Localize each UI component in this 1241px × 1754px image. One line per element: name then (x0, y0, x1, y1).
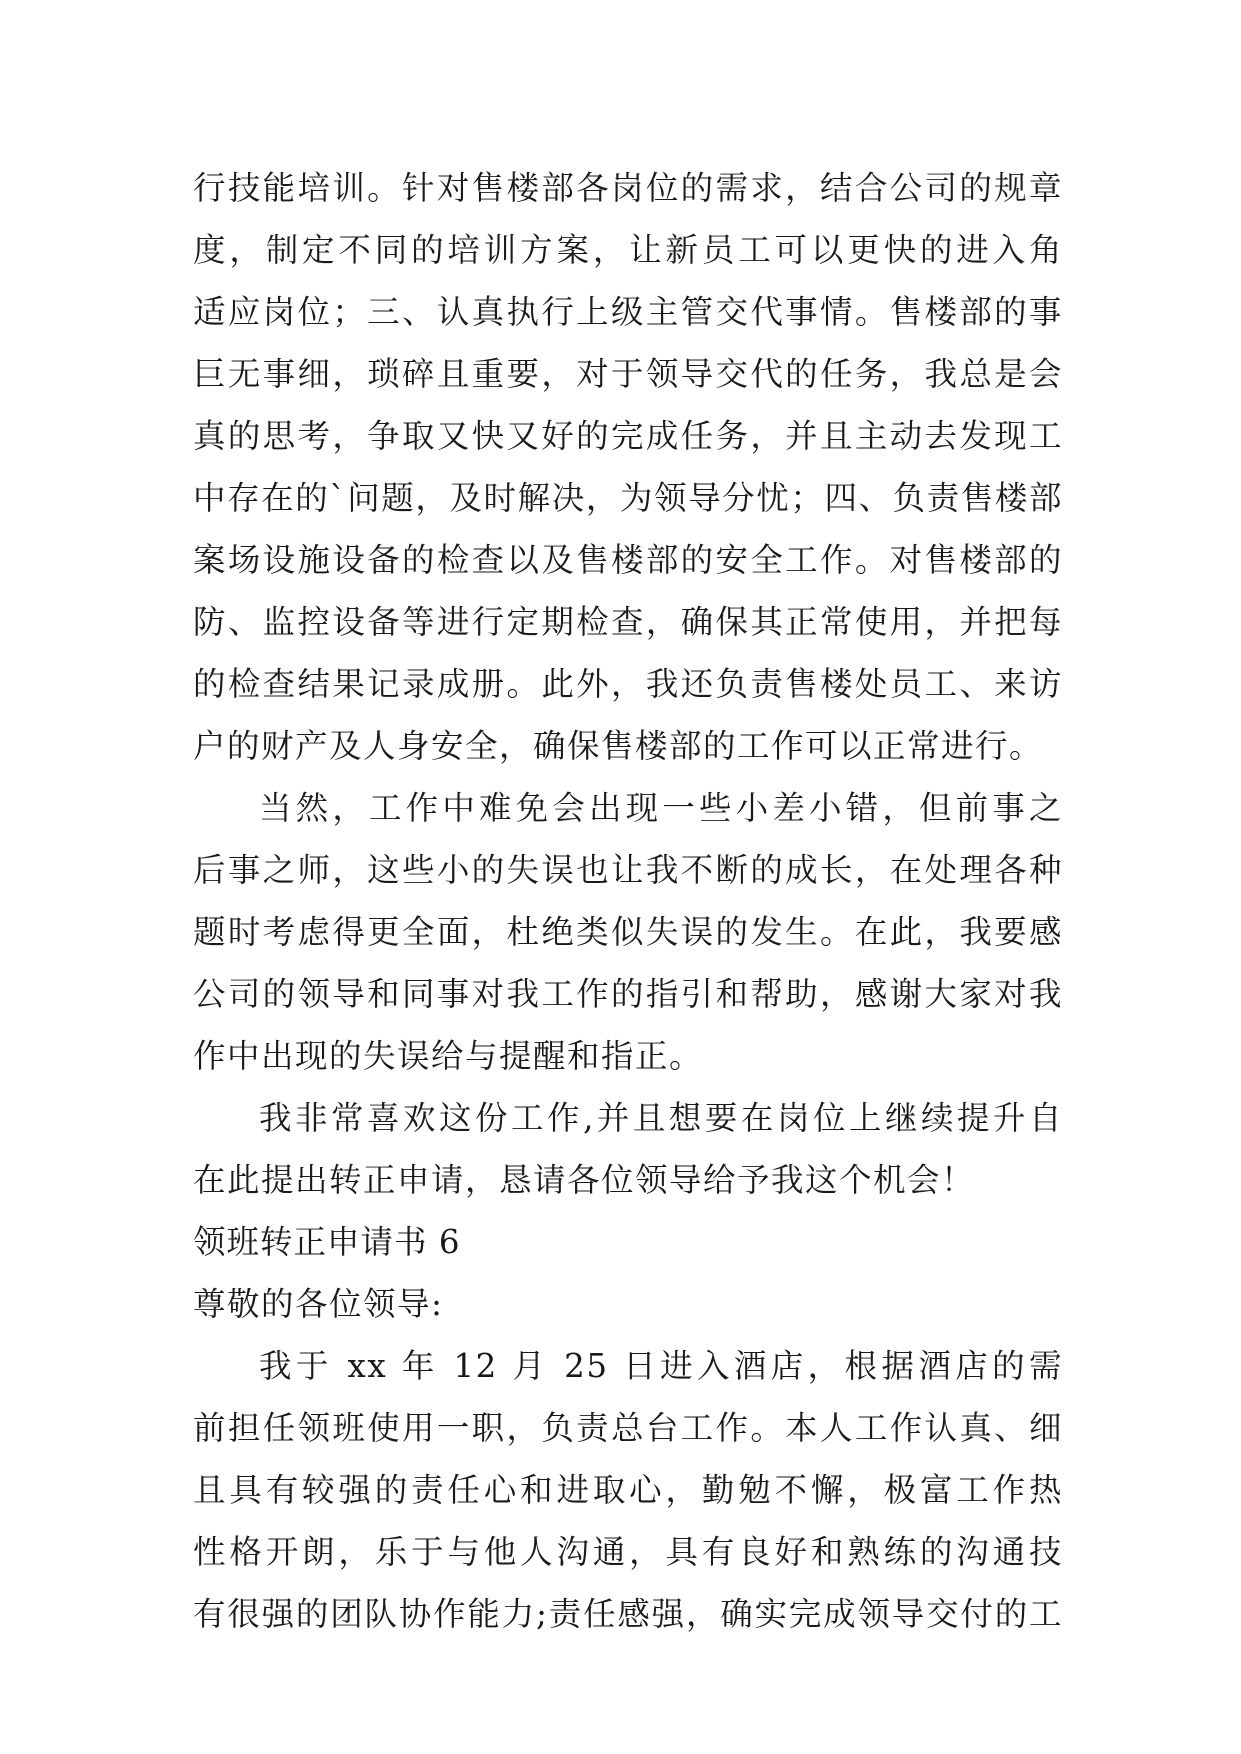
text-line: 题时考虑得更全面，杜绝类似失误的发生。在此，我要感 (193, 913, 1063, 951)
text-line: 行技能培训。针对售楼部各岗位的需求，结合公司的规章 (193, 169, 1063, 207)
text-line: 巨无事细，琐碎且重要，对于领导交代的任务，我总是会 (193, 355, 1063, 393)
paragraph-first-line: 我于 xx 年 12 月 25 日进入酒店，根据酒店的需 (259, 1347, 1063, 1385)
text-line: 前担任领班使用一职，负责总台工作。本人工作认真、细 (193, 1409, 1063, 1447)
text-line: 度，制定不同的培训方案，让新员工可以更快的进入角 (193, 231, 1063, 269)
text-line: 后事之师，这些小的失误也让我不断的成长，在处理各种 (193, 851, 1063, 889)
section-title: 领班转正申请书 6 (193, 1223, 461, 1261)
text-line: 户的财产及人身安全，确保售楼部的工作可以正常进行。 (193, 727, 1044, 765)
text-line: 公司的领导和同事对我工作的指引和帮助，感谢大家对我 (193, 975, 1063, 1013)
salutation: 尊敬的各位领导: (193, 1285, 444, 1323)
text-line: 案场设施设备的检查以及售楼部的安全工作。对售楼部的 (193, 541, 1063, 579)
text-line: 防、监控设备等进行定期检查，确保其正常使用，并把每 (193, 603, 1063, 641)
paragraph-first-line: 当然，工作中难免会出现一些小差小错，但前事之 (259, 789, 1063, 827)
text-line: 的检查结果记录成册。此外，我还负责售楼处员工、来访 (193, 665, 1063, 703)
text-line: 且具有较强的责任心和进取心，勤勉不懈，极富工作热 (193, 1471, 1063, 1509)
text-line: 真的思考，争取又快又好的完成任务，并且主动去发现工 (193, 417, 1063, 455)
text-line: 有很强的团队协作能力;责任感强，确实完成领导交付的工 (193, 1595, 1063, 1633)
paragraph-first-line: 我非常喜欢这份工作,并且想要在岗位上继续提升自 (259, 1099, 1063, 1137)
document-body (193, 157, 1063, 1645)
text-line: 作中出现的失误给与提醒和指正。 (193, 1037, 704, 1075)
text-line: 中存在的`问题，及时解决，为领导分忧；四、负责售楼部 (193, 479, 1063, 517)
text-line: 在此提出转正申请，恳请各位领导给予我这个机会！ (193, 1161, 976, 1199)
text-line: 适应岗位；三、认真执行上级主管交代事情。售楼部的事 (193, 293, 1063, 331)
text-line: 性格开朗，乐于与他人沟通，具有良好和熟练的沟通技 (193, 1533, 1063, 1571)
